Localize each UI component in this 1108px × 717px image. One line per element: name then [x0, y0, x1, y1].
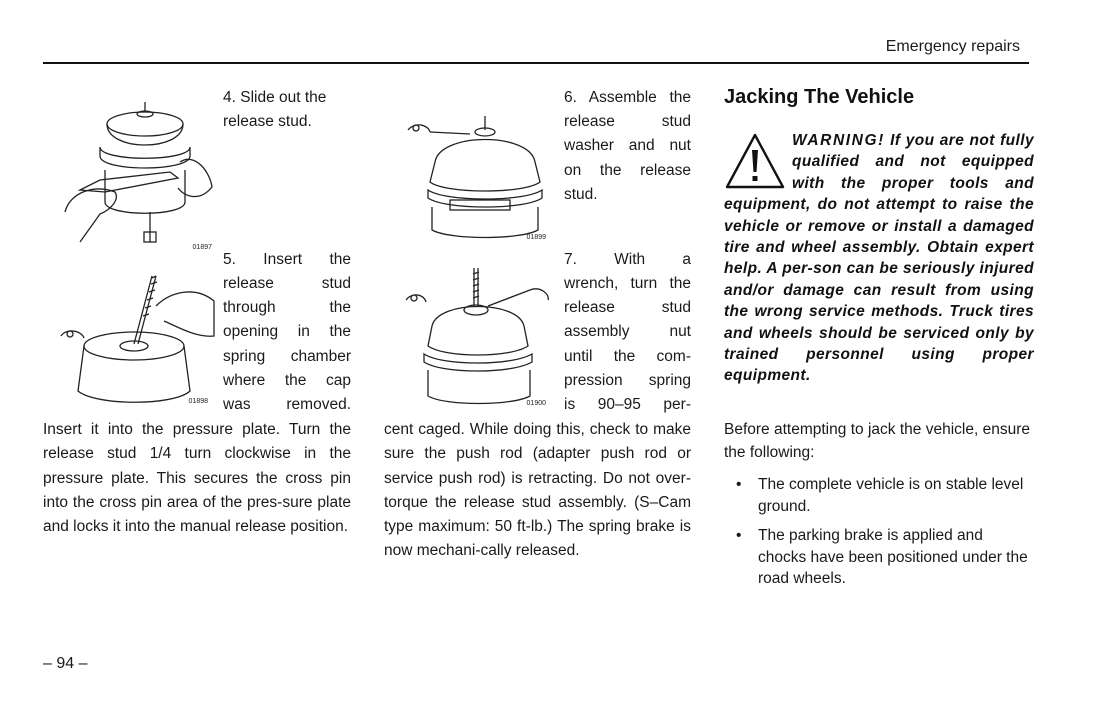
- step-6-line: on the release: [564, 162, 691, 179]
- figure-id: 01900: [526, 400, 546, 407]
- figure-assemble-washer: [400, 112, 552, 244]
- step-5-line: release stud: [223, 275, 351, 292]
- step-5-line: where the cap: [223, 372, 351, 389]
- step-7-line: wrench, turn the: [564, 275, 691, 292]
- figure-id: 01899: [526, 234, 546, 241]
- figure-insert-stud: [56, 266, 218, 410]
- step-7-line: until the com-: [564, 348, 691, 365]
- figure-id: 01897: [192, 244, 212, 251]
- precaution-list: [734, 474, 1034, 598]
- running-header: Emergency repairs: [885, 38, 1020, 55]
- list-item: [734, 525, 1034, 590]
- page-number: – 94 –: [43, 655, 88, 672]
- warning-triangle-icon: [724, 132, 786, 190]
- list-item-text: The parking brake is applied and chocks have been positioned under the road wheels.: [758, 527, 1028, 587]
- bullet-icon: •: [736, 476, 742, 493]
- step-7-line: 7. With a: [564, 251, 691, 268]
- figure-id: 01898: [188, 398, 208, 405]
- wrench-nut-illustration: [400, 266, 552, 410]
- release-stud-insertion-illustration: [56, 266, 218, 410]
- step-7-continuation: cent caged. While doing this, check to make sure the push rod (adapter push rod or service push rod) is retracting. Do not over-torque the release stud assembly. (S–Cam type maximum: 50 ft-lb.) The spring brake is now mechani-cally released.: [384, 421, 691, 560]
- step-4-line: release stud.: [223, 113, 312, 130]
- brake-chamber-illustration: [60, 92, 218, 252]
- step-5-line: through the: [223, 299, 351, 316]
- bullet-icon: •: [736, 527, 742, 544]
- step-6-line: release stud: [564, 113, 691, 130]
- jacking-intro: Before attempting to jack the vehicle, ensure the following:: [724, 421, 1030, 461]
- step-6-line: washer and nut: [564, 137, 691, 154]
- warning-text: If you are not fully qualified and not equipped with the proper tools and equipment, do not attempt to raise the vehicle or remove or install a damaged tire and wheel assembly. Obtain expert help. A per-son can be seriously injured and/or damage can result from using the wrong service methods. Truck tires and wheels should be serviced only by trained personnel using proper equipment.: [724, 132, 1034, 385]
- step-7-line: assembly nut: [564, 323, 691, 340]
- section-title: Jacking The Vehicle: [724, 86, 915, 108]
- step-4-line: 4. Slide out the: [223, 89, 327, 106]
- step-5-line: spring chamber: [223, 348, 351, 365]
- warning-block: [724, 130, 1034, 387]
- warning-heading: WARNING!: [792, 132, 885, 149]
- washer-nut-illustration: [400, 112, 552, 244]
- step-5-line: was removed.: [223, 396, 351, 413]
- header-rule: [43, 62, 1029, 64]
- figure-turn-nut: [400, 266, 552, 410]
- step-6-line: 6. Assemble the: [564, 89, 691, 106]
- step-5-line: 5. Insert the: [223, 251, 351, 268]
- list-item: [734, 474, 1034, 517]
- step-7-line: is 90–95 per-: [564, 396, 691, 413]
- step-5-line: opening in the: [223, 323, 351, 340]
- list-item-text: The complete vehicle is on stable level ground.: [758, 476, 1024, 515]
- step-7-line: release stud: [564, 299, 691, 316]
- step-5-continuation: Insert it into the pressure plate. Turn the release stud 1/4 turn clockwise in the pressure plate. This secures the cross pin into the cross pin area of the pres-sure plate and locks it into the manual release position.: [43, 421, 351, 536]
- figure-slide-out-stud: [60, 92, 218, 252]
- step-6-line: stud.: [564, 186, 598, 203]
- step-7-line: pression spring: [564, 372, 691, 389]
